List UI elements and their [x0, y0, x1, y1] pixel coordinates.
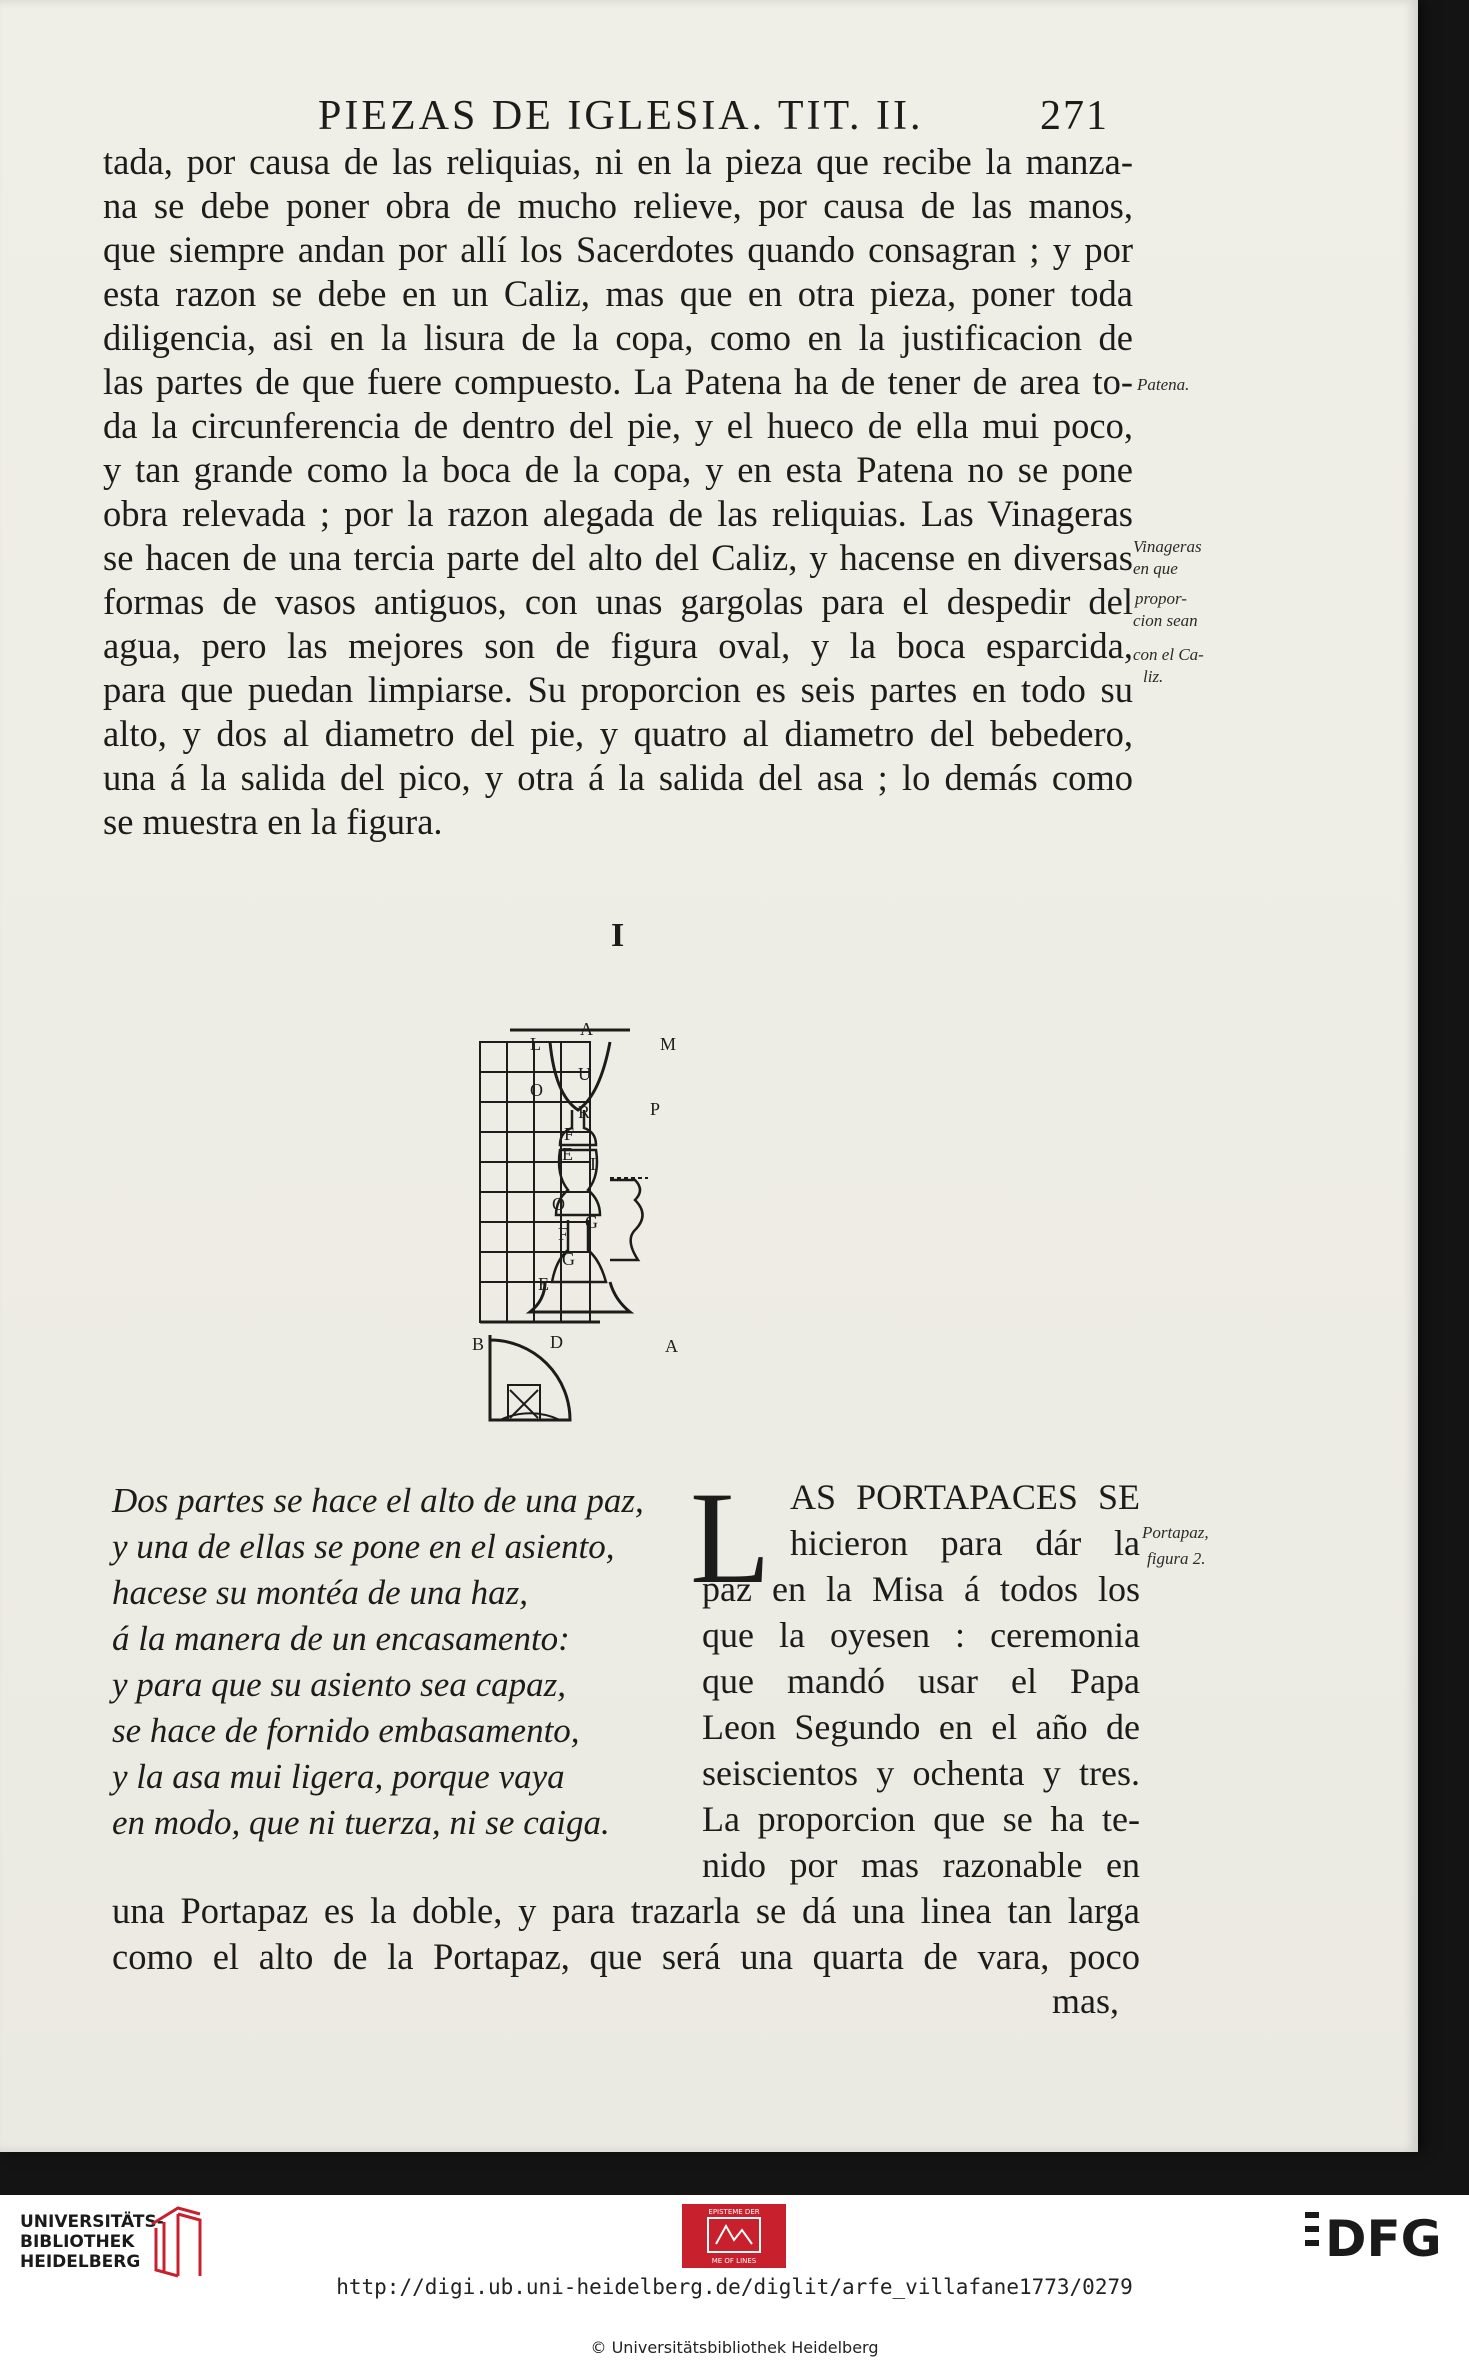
column-line: nido por mas razonable en [702, 1845, 1140, 1885]
library-emblem-icon [148, 2200, 204, 2280]
episteme-logo-icon [682, 2204, 786, 2268]
poem-line: hacese su montéa de una haz, [112, 1573, 529, 1612]
figure-label: I [611, 917, 625, 954]
margin-note-vinageras: liz. [1143, 667, 1164, 686]
dfg-wordmark: DFG [1325, 2210, 1442, 2266]
catchword: mas, [1052, 1981, 1119, 2021]
poem-line: y para que su asiento sea capaz, [112, 1665, 566, 1704]
diagram-letter: O [530, 1080, 543, 1100]
body-line: alto, y dos al diametro del pie, y quatro al diametro del bebedero, [103, 713, 1133, 754]
diagram-letter: P [650, 1099, 661, 1119]
body-line: como el alto de la Portapaz, que será una quarta de vara, poco [112, 1936, 1140, 1977]
copyright-notice: © Universitätsbibliothek Heidelberg [590, 2338, 879, 2357]
poem-line: se hace de fornido embasamento, [112, 1711, 580, 1750]
diagram-letter: G [562, 1249, 575, 1269]
diagram-letter: A [665, 1336, 678, 1356]
column-line: paz en la Misa á todos los [702, 1569, 1140, 1609]
source-url-link[interactable]: http://digi.ub.uni-heidelberg.de/diglit/arfe_villafane1773/0279 [336, 2275, 1133, 2299]
body-line: se muestra en la figura. [103, 801, 443, 842]
page-number: 271 [1040, 93, 1109, 139]
margin-note-vinageras: en que [1133, 559, 1178, 578]
column-line: hicieron para dár la [790, 1523, 1140, 1563]
episteme-logo[interactable] [682, 2204, 786, 2273]
diagram-letter: E [562, 1144, 573, 1164]
diagram-letter: U [578, 1064, 591, 1084]
column-line: que la oyesen : ceremonia [702, 1615, 1140, 1655]
body-line: esta razon se debe en un Caliz, mas que en otra pieza, poner toda [103, 273, 1133, 314]
dfg-logo[interactable] [1305, 2208, 1445, 2271]
margin-note-vinageras: con el Ca- [1133, 645, 1204, 664]
poem-line: y la asa mui ligera, porque vaya [112, 1757, 565, 1796]
poem-line: en modo, que ni tuerza, ni se caiga. [112, 1803, 610, 1842]
body-line: las partes de que fuere compuesto. La Patena ha de tener de area to- [103, 361, 1133, 402]
diagram-letter: M [660, 1034, 677, 1054]
diagram-letter: O [552, 1194, 565, 1214]
diagram-letter: G [585, 1212, 598, 1232]
diagram-letter: E [538, 1274, 549, 1294]
diagram-letter: I [590, 1154, 596, 1174]
diagram-letter: D [550, 1332, 563, 1352]
logo-text-line: HEIDELBERG [20, 2252, 141, 2272]
column-line: AS PORTAPACES SE [790, 1477, 1140, 1517]
column-line: que mandó usar el Papa [702, 1661, 1140, 1701]
body-line: agua, pero las mejores son de figura oval, y la boca esparcida, [103, 625, 1133, 666]
body-line: se hacen de una tercia parte del alto del Caliz, y hacense en diversas [103, 537, 1133, 578]
body-line: na se debe poner obra de mucho relieve, por causa de las manos, [103, 185, 1133, 226]
logo-text-line: UNIVERSITÄTS- [20, 2212, 164, 2232]
logo-caption-bottom: ME OF LINES [711, 2257, 757, 2265]
body-line: que siempre andan por allí los Sacerdotes quando consagran ; y por [103, 229, 1133, 270]
margin-note-vinageras: Vinageras [1133, 537, 1202, 556]
diagram-letter: A [580, 1019, 593, 1039]
margin-note-vinageras: cion sean [1133, 611, 1198, 630]
diagram-letter: L [530, 1034, 541, 1054]
body-line: para que puedan limpiarse. Su proporcion es seis partes en todo su [103, 669, 1133, 710]
logo-caption-top: EPISTEME DER [708, 2208, 760, 2216]
margin-note-patena: Patena. [1137, 375, 1190, 394]
body-line: obra relevada ; por la razon alegada de las reliquias. Las Vinageras [103, 493, 1133, 534]
diagram-letter: R [578, 1102, 591, 1122]
poem-line: y una de ellas se pone en el asiento, [112, 1527, 615, 1566]
poem-line: á la manera de un encasamento: [112, 1619, 570, 1658]
margin-note-portapaz: Portapaz, [1142, 1523, 1209, 1542]
body-line: tada, por causa de las reliquias, ni en la pieza que recibe la manza- [103, 141, 1133, 182]
body-line: y tan grande como la boca de la copa, y en esta Patena no se pone [103, 449, 1133, 490]
body-line: una á la salida del pico, y otra á la salida del asa ; lo demás como [103, 757, 1133, 798]
column-line: La proporcion que se ha te- [702, 1799, 1140, 1839]
margin-note-vinageras: propor- [1135, 589, 1187, 608]
body-line: una Portapaz es la doble, y para trazarla se dá una linea tan larga [112, 1890, 1140, 1931]
diagram-letter: F [564, 1124, 575, 1144]
running-header: PIEZAS DE IGLESIA. TIT. II. [318, 93, 924, 139]
poem-line: Dos partes se hace el alto de una paz, [112, 1481, 644, 1520]
university-library-logo[interactable] [20, 2212, 164, 2272]
column-line: seiscientos y ochenta y tres. [702, 1753, 1140, 1793]
margin-note-portapaz: figura 2. [1147, 1549, 1206, 1568]
chalice-diagram [460, 1000, 720, 1460]
drop-cap: L [690, 1464, 771, 1611]
body-line: diligencia, asi en la lisura de la copa, como en la justificacion de [103, 317, 1133, 358]
column-line: Leon Segundo en el año de [702, 1707, 1140, 1747]
body-line: da la circunferencia de dentro del pie, y el hueco de ella mui poco, [103, 405, 1133, 446]
body-line: formas de vasos antiguos, con unas gargolas para el despedir del [103, 581, 1133, 622]
logo-text-line: BIBLIOTHEK [20, 2232, 135, 2252]
dfg-logo-icon [1305, 2208, 1445, 2266]
diagram-letter: B [472, 1334, 485, 1354]
diagram-letter: F [558, 1224, 569, 1244]
